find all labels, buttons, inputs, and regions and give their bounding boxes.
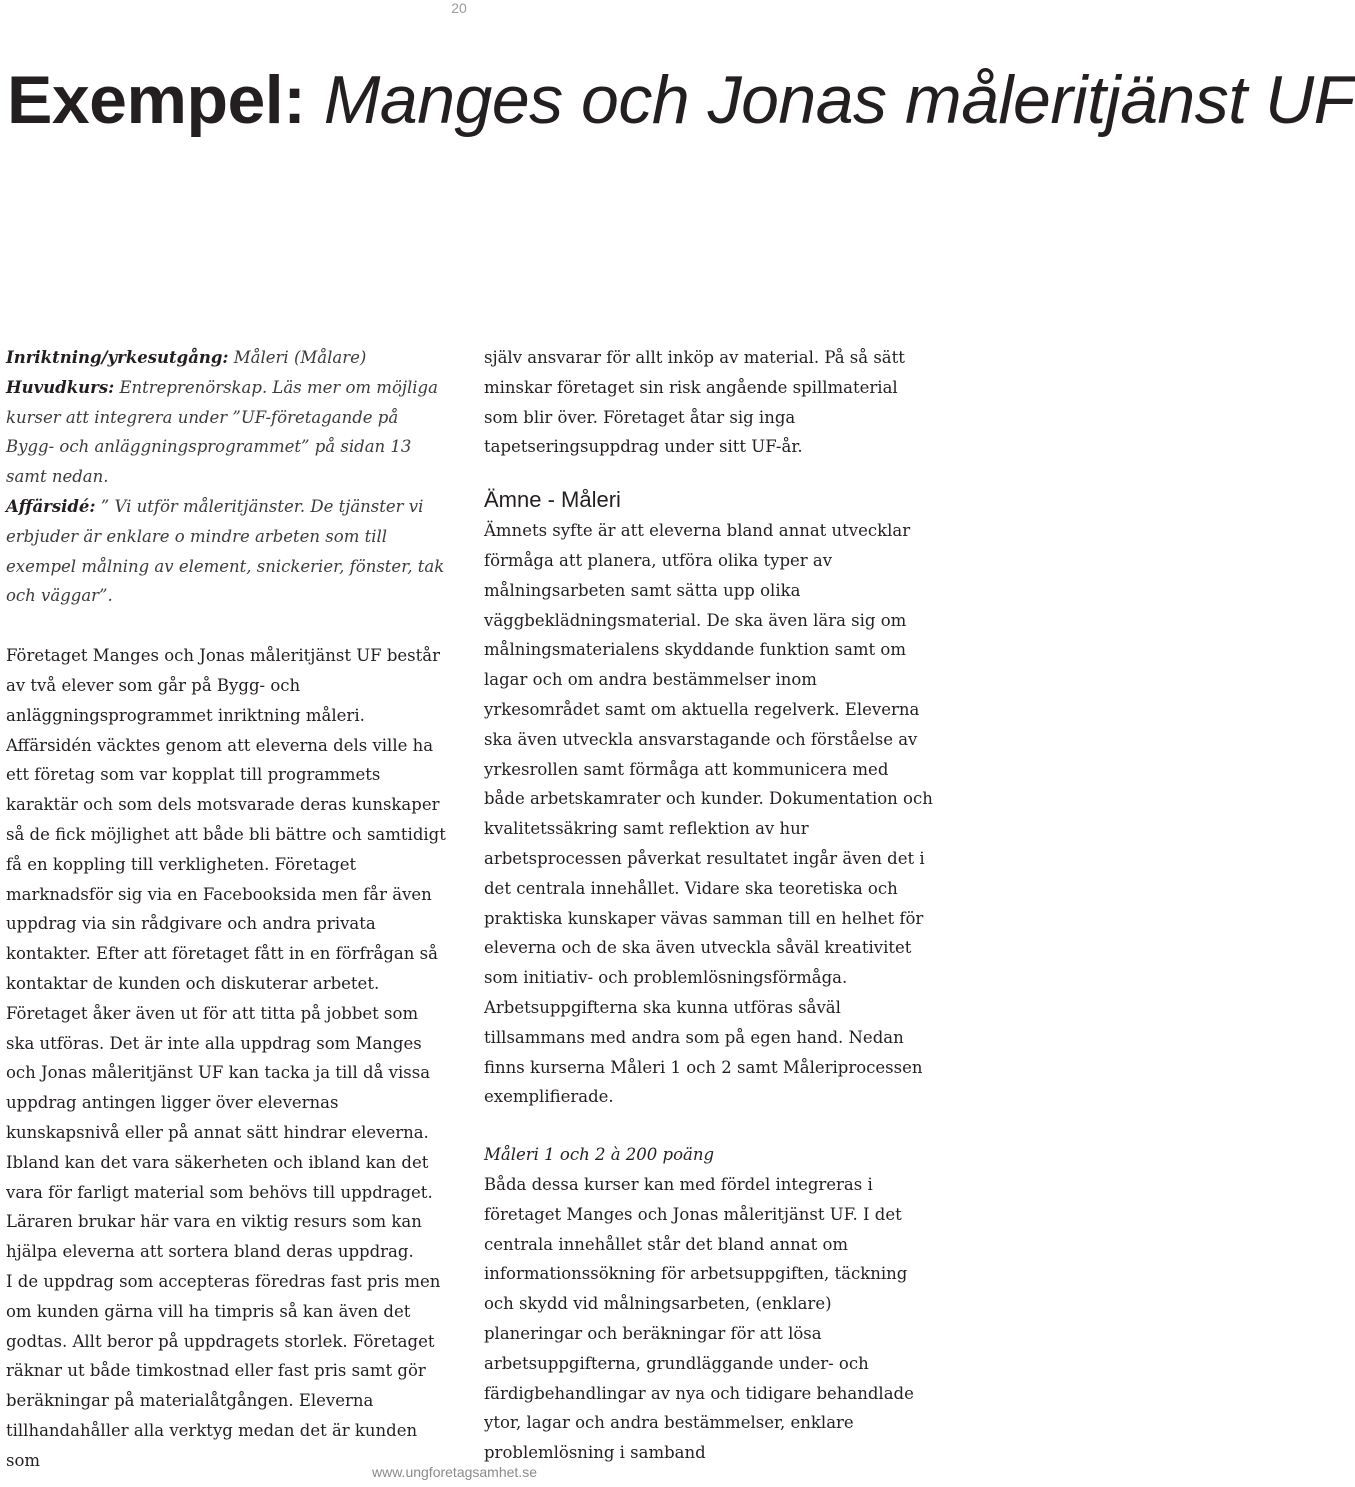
course-description: Båda dessa kurser kan med fördel integreras i företaget Manges och Jonas måleritjänst UF. I det centrala innehållet står det bland annat om informationssökning för arbetsuppgiften, täckning och skydd vid målningsarbeten, (enklare) planeringar och beräkningar för att lösa arbetsuppgifterna, grundläggande under- och färdigbehandlingar av nya och tidigare behandlade ytor, lagar och andra bestämmelser, enklare problemlösning i samband (484, 1174, 914, 1463)
title-company-name: Manges och Jonas måleritjänst UF (323, 62, 1355, 138)
inriktning-label: Inriktning/yrkesutgång: (6, 348, 229, 367)
paragraph-spacer (484, 462, 934, 484)
pricing-description: I de uppdrag som accepteras föredras fast pris men om kunden gärna vill ha timpris så kan även det godtas. Allt beror på uppdragets storlek. Företaget räknar ut både timkostnad eller fast pris samt gör beräkningar på materialåtgången. Eleverna tillhandahåller alla verktyg medan det är kunden som (6, 1271, 441, 1470)
title-prefix: Exempel: (7, 62, 324, 138)
intro-block (6, 343, 446, 611)
affarside-label: Affärsidé: (6, 496, 96, 516)
inriktning-value: Måleri (Målare) (228, 348, 367, 367)
paragraph-spacer (6, 611, 446, 641)
subject-description: Ämnets syfte är att eleverna bland annat utvecklar förmåga att planera, utföra olika typer av målningsarbeten samt sätta upp olika väggbeklädningsmaterial. De ska även lära sig om målningsmaterialens skyddande funktion samt om lagar och om andra bestämmelser inom yrkesområdet samt om aktuella regelverk. Eleverna ska även utveckla ansvarstagande och förståelse av yrkesrollen samt förmåga att kommunicera med både arbetskamrater och kunder. Dokumentation och kvalitetssäkring samt reflektion av hur arbetsprocessen påverkat resultatet ingår även det i det centrala innehållet. Vidare ska teoretiska och praktiska kunskaper vävas samman till en helhet för eleverna och de ska även utveckla såväl kreativitet som initiativ- och problemlösningsförmåga. Arbetsuppgifterna ska kunna utföras såväl tillsammans med andra som på egen hand. Nedan finns kurserna Måleri 1 och 2 samt Måleriprocessen exemplifierade. (484, 521, 933, 1107)
right-column (484, 343, 934, 1468)
company-description: Företaget Manges och Jonas måleritjänst UF består av två elever som går på Bygg- och anläggningsprogrammet inriktning måleri. Affärsidén väcktes genom att eleverna dels ville ha ett företag som var kopplat till programmets karaktär och som dels motsvarade deras kunskaper så de fick möjlighet att både bli bättre och samtidigt få en koppling till verkligheten. Företaget marknadsför sig via en Facebooksida men får även uppdrag via sin rådgivare och andra privata kontakter. Efter att företaget fått in en förfrågan så kontaktar de kunden och diskuterar arbetet. Företaget åker även ut för att titta på jobbet som ska utföras. Det är inte alla uppdrag som Manges och Jonas måleritjänst UF kan tacka ja till då vissa uppdrag antingen ligger över elevernas kunskapsnivå eller på annat sätt hindrar eleverna. Ibland kan det vara säkerheten och ibland kan det vara för farligt material som behövs till uppdraget. Läraren brukar här vara en viktig resurs som kan hjälpa eleverna att sortera bland deras uppdrag. (6, 646, 446, 1262)
page-number: 20 (451, 0, 467, 16)
huvudkurs-label: Huvudkurs: (6, 377, 115, 397)
left-column (6, 343, 446, 1475)
course-heading: Måleri 1 och 2 à 200 poäng (484, 1145, 715, 1165)
affarside-value: ” Vi utför måleritjänster. De tjänster vi erbjuder är enklare o mindre arbeten som till exempel målning av element, snickerier, fönster, tak och väggar”. (6, 496, 445, 606)
subject-heading: Ämne - Måleri (484, 487, 621, 513)
footer-url: www.ungforetagsamhet.se (372, 1464, 537, 1480)
page-title (7, 58, 1355, 143)
paragraph-spacer (484, 1112, 934, 1140)
huvudkurs-value: Entreprenörskap. Läs mer om möjliga kurser att integrera under ”UF-företagande på Bygg- och anläggningsprogrammet” på sidan 13 samt nedan. (6, 377, 438, 487)
continuation-paragraph: själv ansvarar för allt inköp av material. På så sätt minskar företaget sin risk angående spillmaterial som blir över. Företaget åtar sig inga tapetseringsuppdrag under sitt UF-år. (484, 348, 905, 457)
